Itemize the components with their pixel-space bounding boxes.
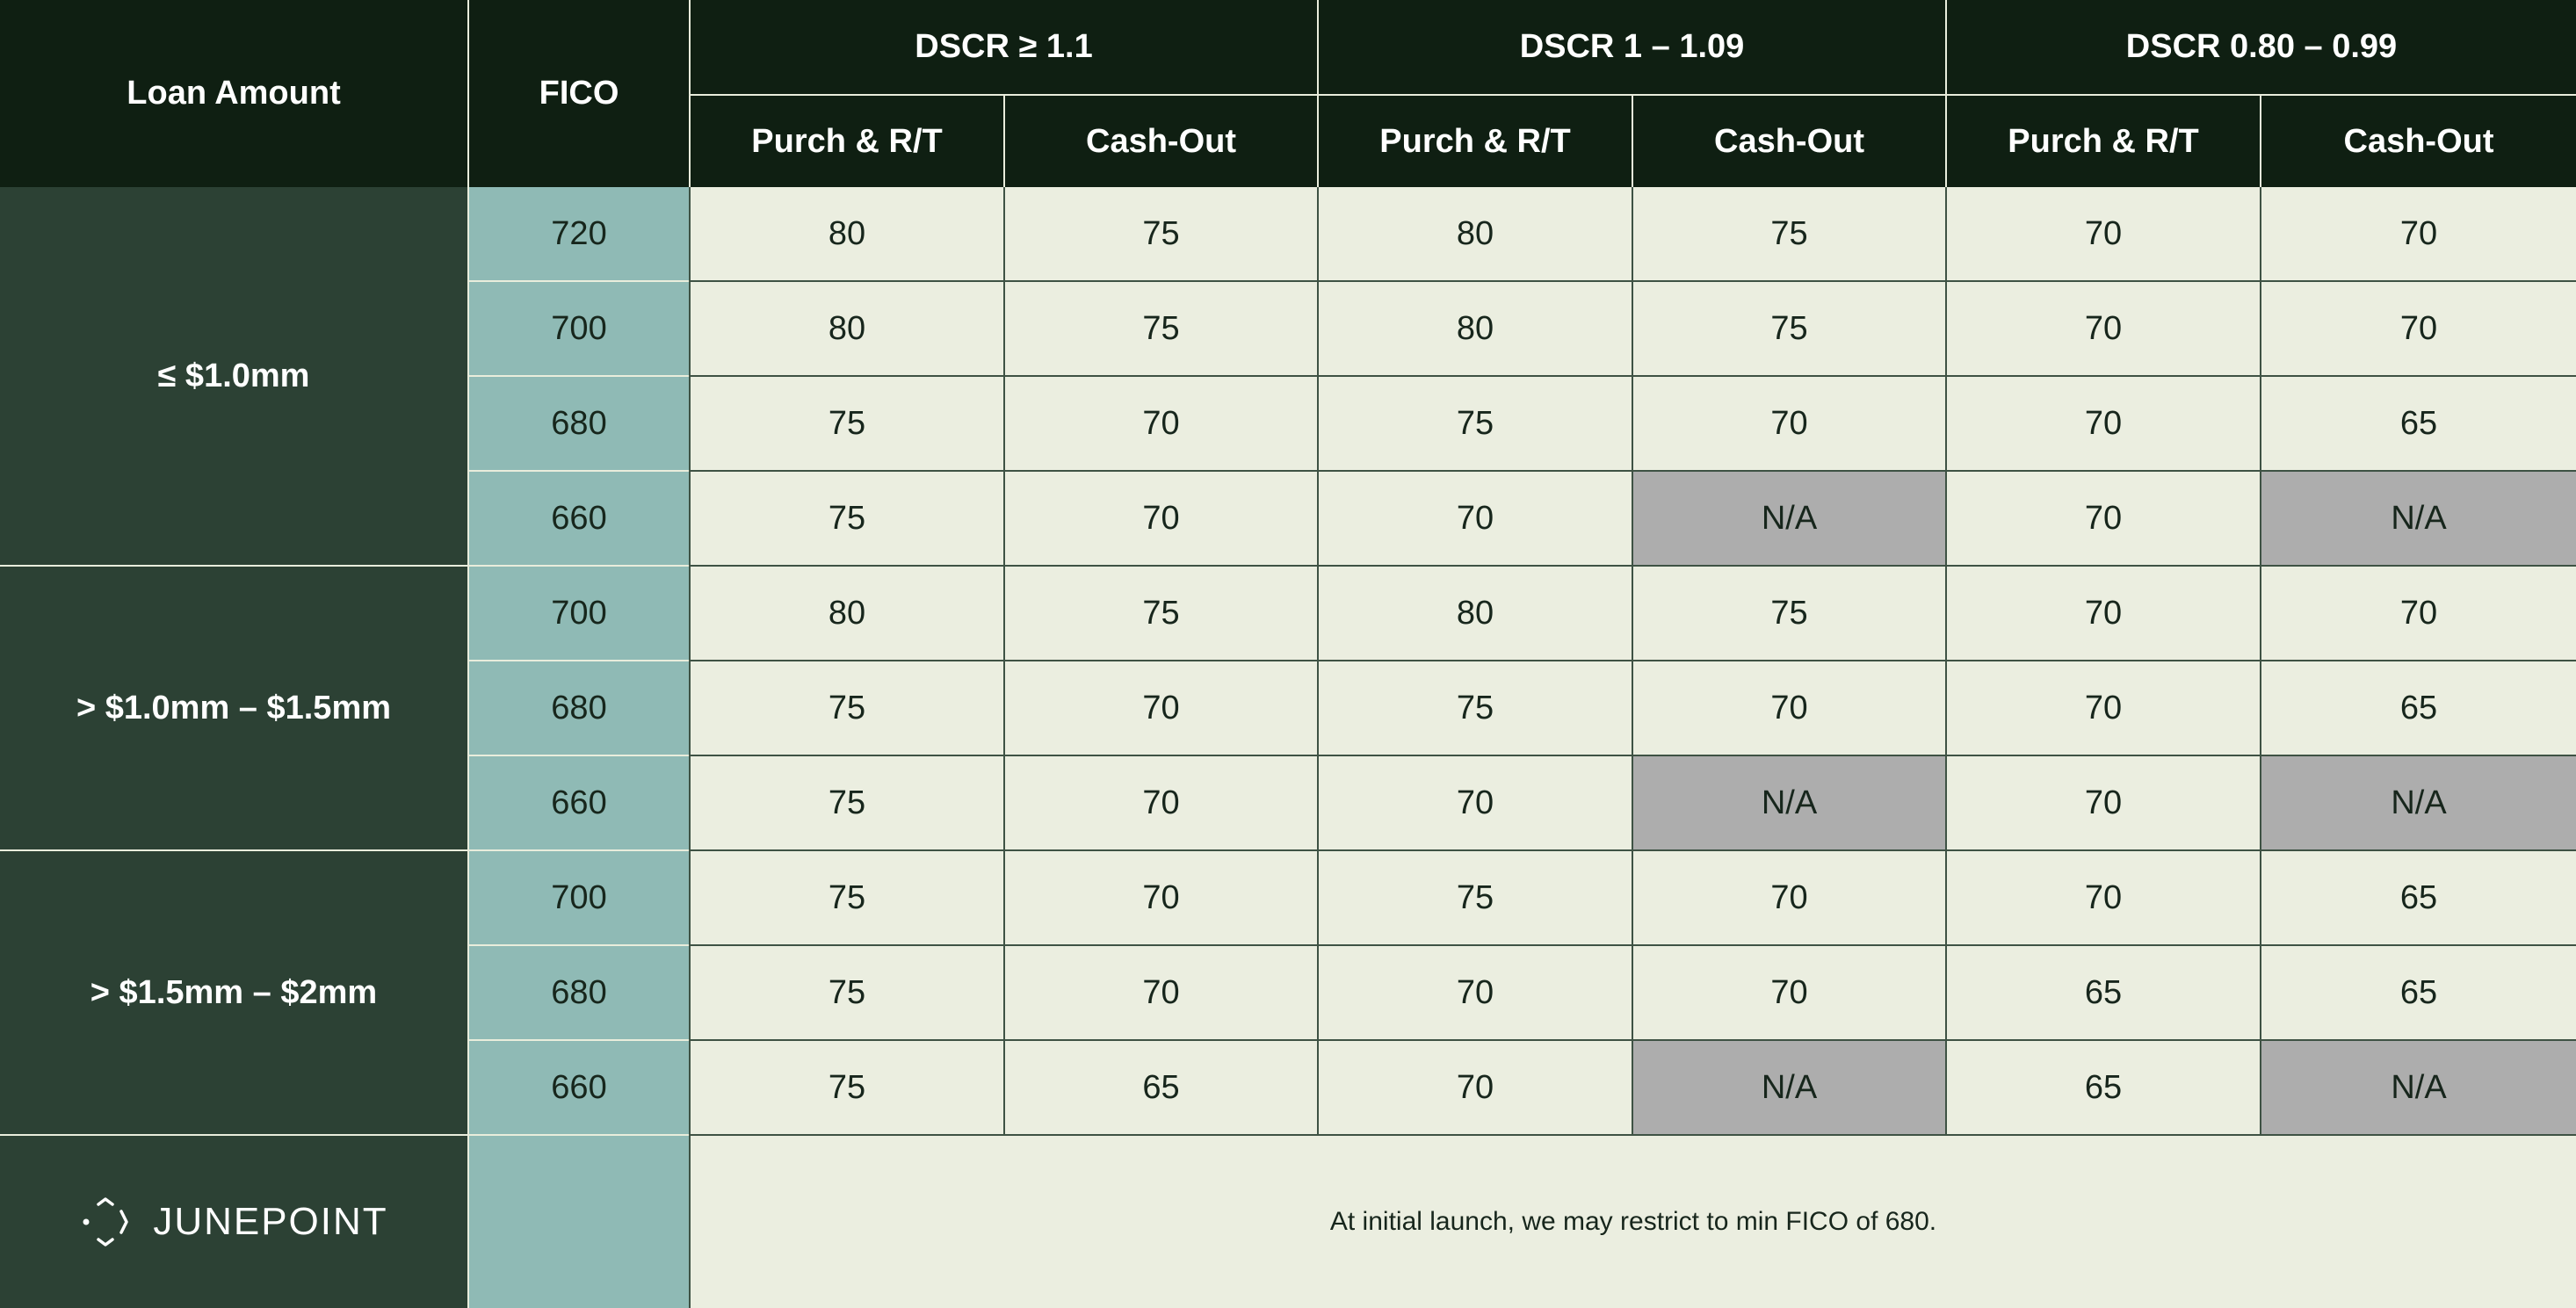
ltv-value-cell: 70 bbox=[1945, 472, 2260, 567]
ltv-value-cell: 65 bbox=[2260, 946, 2576, 1041]
fico-cell: 720 bbox=[467, 187, 689, 282]
ltv-value-cell: 75 bbox=[1003, 282, 1317, 377]
ltv-value-cell: 75 bbox=[1317, 377, 1632, 472]
ltv-value-cell: 70 bbox=[1945, 187, 2260, 282]
fico-cell: 700 bbox=[467, 567, 689, 661]
brand-block bbox=[0, 1136, 467, 1308]
ltv-value-cell: 80 bbox=[689, 187, 1003, 282]
loan-amount-group: ≤ $1.0mm bbox=[0, 187, 467, 567]
ltv-value-cell: N/A bbox=[1632, 472, 1945, 567]
ltv-value-cell: 75 bbox=[689, 472, 1003, 567]
ltv-value-cell: 70 bbox=[1317, 472, 1632, 567]
header-subcolumn: Cash-Out bbox=[1003, 96, 1317, 187]
ltv-value-cell: 75 bbox=[1632, 282, 1945, 377]
ltv-value-cell: 65 bbox=[1945, 1041, 2260, 1136]
brand-name: JUNEPOINT bbox=[153, 1200, 388, 1243]
ltv-value-cell: 75 bbox=[1317, 661, 1632, 756]
ltv-value-cell: 80 bbox=[689, 282, 1003, 377]
header-subcolumn: Cash-Out bbox=[1632, 96, 1945, 187]
ltv-value-cell: 75 bbox=[689, 756, 1003, 851]
ltv-value-cell: 70 bbox=[1317, 1041, 1632, 1136]
fico-cell: 660 bbox=[467, 1041, 689, 1136]
header-subcolumn: Purch & R/T bbox=[689, 96, 1003, 187]
fico-cell: 700 bbox=[467, 851, 689, 946]
ltv-value-cell: N/A bbox=[2260, 472, 2576, 567]
ltv-value-cell: 70 bbox=[1632, 661, 1945, 756]
brand-logo bbox=[79, 1196, 387, 1248]
ltv-value-cell: 75 bbox=[689, 661, 1003, 756]
footer-note: At initial launch, we may restrict to min FICO of 680. bbox=[689, 1136, 2576, 1308]
ltv-value-cell: 65 bbox=[1945, 946, 2260, 1041]
ltv-value-cell: 75 bbox=[1632, 187, 1945, 282]
ltv-value-cell: 80 bbox=[1317, 282, 1632, 377]
fico-cell: 700 bbox=[467, 282, 689, 377]
ltv-value-cell: 70 bbox=[1945, 661, 2260, 756]
fico-cell: 680 bbox=[467, 377, 689, 472]
ltv-value-cell: N/A bbox=[1632, 1041, 1945, 1136]
ltv-value-cell: 70 bbox=[2260, 187, 2576, 282]
ltv-value-cell: 80 bbox=[1317, 567, 1632, 661]
ltv-value-cell: 70 bbox=[1003, 472, 1317, 567]
ltv-value-cell: 70 bbox=[1632, 851, 1945, 946]
ltv-value-cell: N/A bbox=[2260, 756, 2576, 851]
ltv-value-cell: 70 bbox=[1632, 377, 1945, 472]
ltv-value-cell: 70 bbox=[1945, 377, 2260, 472]
fico-cell: 660 bbox=[467, 756, 689, 851]
header-subcolumn: Purch & R/T bbox=[1317, 96, 1632, 187]
ltv-value-cell: 65 bbox=[1003, 1041, 1317, 1136]
ltv-value-cell: 70 bbox=[1945, 282, 2260, 377]
ltv-value-cell: 80 bbox=[1317, 187, 1632, 282]
header-dscr-group-3: DSCR 0.80 – 0.99 bbox=[1945, 0, 2576, 96]
ltv-value-cell: 75 bbox=[1003, 567, 1317, 661]
header-subcolumn: Purch & R/T bbox=[1945, 96, 2260, 187]
header-loan-amount: Loan Amount bbox=[0, 0, 467, 187]
ltv-value-cell: 65 bbox=[2260, 661, 2576, 756]
ltv-value-cell: 70 bbox=[2260, 282, 2576, 377]
ltv-value-cell: N/A bbox=[2260, 1041, 2576, 1136]
loan-amount-group: > $1.0mm – $1.5mm bbox=[0, 567, 467, 851]
ltv-value-cell: 75 bbox=[689, 377, 1003, 472]
ltv-value-cell: 65 bbox=[2260, 377, 2576, 472]
ltv-value-cell: 70 bbox=[1317, 756, 1632, 851]
header-dscr-group-2: DSCR 1 – 1.09 bbox=[1317, 0, 1945, 96]
ltv-value-cell: 75 bbox=[1632, 567, 1945, 661]
ltv-value-cell: 70 bbox=[1945, 756, 2260, 851]
ltv-value-cell: 75 bbox=[689, 1041, 1003, 1136]
junepoint-logo-icon bbox=[79, 1196, 132, 1248]
fico-cell: 680 bbox=[467, 946, 689, 1041]
fico-cell: 660 bbox=[467, 472, 689, 567]
loan-amount-group: > $1.5mm – $2mm bbox=[0, 851, 467, 1136]
header-dscr-group-1: DSCR ≥ 1.1 bbox=[689, 0, 1317, 96]
header-subcolumn: Cash-Out bbox=[2260, 96, 2576, 187]
ltv-value-cell: 70 bbox=[1003, 377, 1317, 472]
footer-fico-spacer bbox=[467, 1136, 689, 1308]
ltv-value-cell: 70 bbox=[2260, 567, 2576, 661]
ltv-value-cell: 75 bbox=[1317, 851, 1632, 946]
ltv-value-cell: 70 bbox=[1003, 851, 1317, 946]
ltv-value-cell: 70 bbox=[1003, 661, 1317, 756]
ltv-value-cell: N/A bbox=[1632, 756, 1945, 851]
ltv-value-cell: 70 bbox=[1003, 946, 1317, 1041]
ltv-value-cell: 75 bbox=[689, 946, 1003, 1041]
ltv-value-cell: 70 bbox=[1003, 756, 1317, 851]
ltv-value-cell: 80 bbox=[689, 567, 1003, 661]
ltv-value-cell: 65 bbox=[2260, 851, 2576, 946]
ltv-value-cell: 70 bbox=[1945, 567, 2260, 661]
ltv-value-cell: 70 bbox=[1945, 851, 2260, 946]
header-fico: FICO bbox=[467, 0, 689, 187]
ltv-value-cell: 70 bbox=[1317, 946, 1632, 1041]
ltv-value-cell: 75 bbox=[1003, 187, 1317, 282]
fico-cell: 680 bbox=[467, 661, 689, 756]
ltv-value-cell: 70 bbox=[1632, 946, 1945, 1041]
ltv-value-cell: 75 bbox=[689, 851, 1003, 946]
